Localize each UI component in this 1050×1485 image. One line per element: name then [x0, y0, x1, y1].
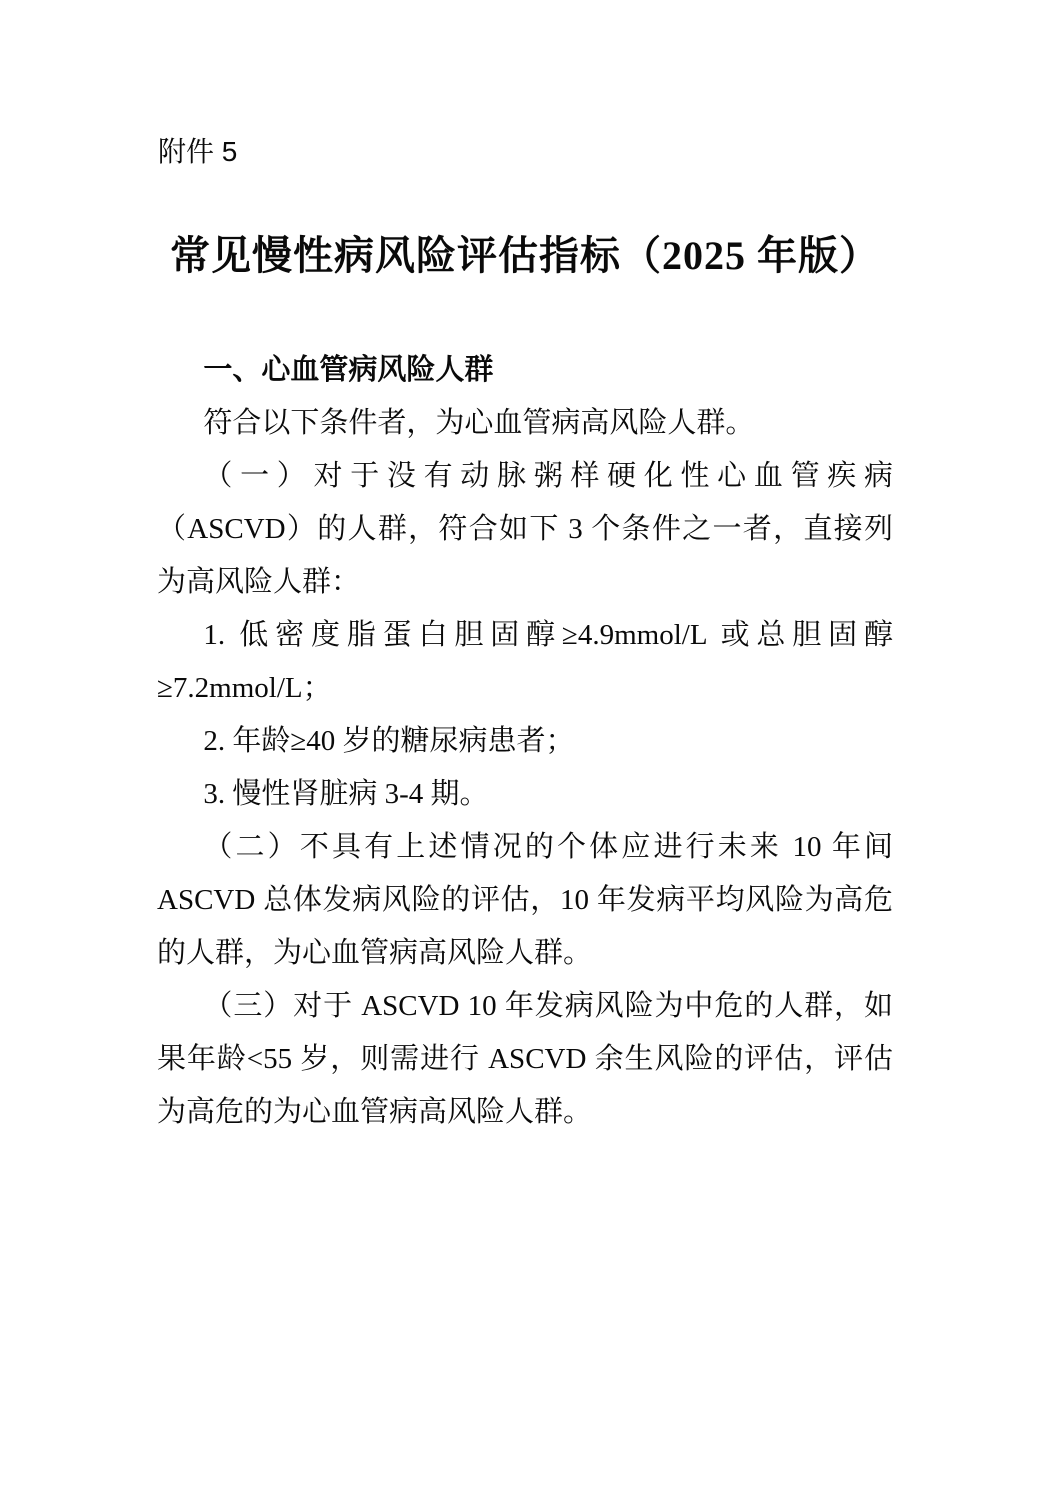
document-body	[157, 344, 893, 1139]
list-item-diabetes-criterion: 2. 年龄≥40 岁的糖尿病患者；	[203, 725, 575, 757]
paragraph-intro: 符合以下条件者，为心血管病高风险人群。	[203, 407, 755, 439]
paragraph-condition-1: （一）对于没有动脉粥样硬化性心血管疾病（ASCVD）的人群，符合如下 3 个条件之一者，直接列为高风险人群：	[157, 460, 893, 598]
document-title: 常见慢性病风险评估指标（2025 年版）	[170, 233, 880, 278]
paragraph-condition-3: （三）对于 ASCVD 10 年发病风险为中危的人群，如果年龄<55 岁，则需进行 ASCVD 余生风险的评估，评估为高危的为心血管病高风险人群。	[157, 990, 893, 1128]
list-item-kidney-disease-criterion: 3. 慢性肾脏病 3-4 期。	[203, 778, 489, 810]
paragraph-condition-2: （二）不具有上述情况的个体应进行未来 10 年间 ASCVD 总体发病风险的评估，10 年发病平均风险为高危的人群，为心血管病高风险人群。	[157, 831, 893, 969]
list-item-cholesterol-criterion: 1. 低密度脂蛋白胆固醇≥4.9mmol/L 或总胆固醇≥7.2mmol/L；	[157, 619, 893, 704]
attachment-label: 附件 5	[158, 136, 238, 167]
section-heading-cardiovascular-risk: 一、心血管病风险人群	[203, 354, 494, 386]
